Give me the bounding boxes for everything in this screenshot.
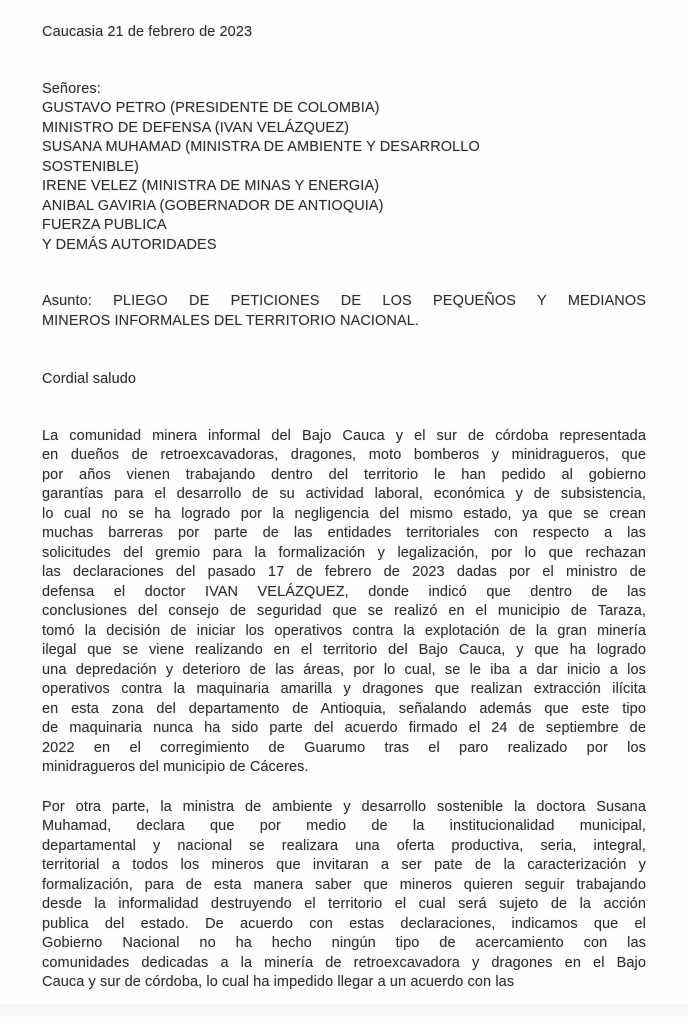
text-line: 2022 en el corregimiento de Guarumo tras el paro realizado por los bbox=[42, 739, 646, 756]
text-line: muchas barreras por parte de las entidades territoriales con respecto a las bbox=[42, 525, 646, 541]
text-line: defensa el doctor IVAN VELÁZQUEZ, donde indicó que dentro de las bbox=[42, 583, 646, 600]
text-line: Por otra parte, la ministra de ambiente y desarrollo sostenible la doctora Susana bbox=[42, 798, 646, 815]
text-line: tomó la decisión de iniciar los operativos contra la explotación de la gran minería bbox=[42, 622, 646, 639]
letter-date: Caucasia 21 de febrero de 2023 bbox=[42, 24, 253, 40]
text-line: GUSTAVO PETRO (PRESIDENTE DE COLOMBIA) bbox=[42, 100, 380, 116]
text-line: publica del estado. De acuerdo con estas declaraciones, indicamos que el bbox=[42, 915, 646, 932]
text-line: territorial a todos los mineros que invitaran a ser pate de la caracterización y bbox=[42, 857, 646, 873]
text-line: operativos contra la maquinaria amarilla y dragones que realizan extracción ilícita bbox=[42, 681, 646, 697]
text-line: ANIBAL GAVIRIA (GOBERNADOR DE ANTIOQUIA) bbox=[42, 197, 384, 214]
body-paragraph-1 bbox=[42, 427, 646, 778]
subject-block bbox=[42, 292, 646, 331]
text-line: por años vienen trabajando dentro del territorio le han pedido al gobierno bbox=[42, 466, 646, 483]
text-line: lo cual no se ha logrado por la negligencia del mismo estado, ya que se crean bbox=[42, 505, 646, 522]
salutation: Cordial saludo bbox=[42, 371, 137, 387]
text-line: ilegal que se viene realizando en el territorio del Bajo Cauca, y que ha logrado bbox=[42, 642, 646, 658]
text-line: Cauca y sur de córdoba, lo cual ha impedido llegar a un acuerdo con las bbox=[42, 974, 515, 990]
text-line: Gobierno Nacional no ha hecho ningún tipo de acercamiento con las bbox=[42, 935, 646, 951]
text-line: FUERZA PUBLICA bbox=[42, 217, 167, 233]
scan-artifact-band bbox=[0, 1004, 688, 1016]
text-line: Señores: bbox=[42, 80, 101, 97]
text-line: Y DEMÁS AUTORIDADES bbox=[42, 236, 217, 253]
text-line: IRENE VELEZ (MINISTRA DE MINAS Y ENERGIA) bbox=[42, 178, 380, 194]
text-line: La comunidad minera informal del Bajo Cauca y el sur de córdoba representada bbox=[42, 427, 646, 444]
recipients-block bbox=[42, 80, 646, 256]
text-line: en dueños de retroexcavadoras, dragones, moto bomberos y minidragueros, que bbox=[42, 447, 646, 463]
text-line: desde la informalidad destruyendo el territorio el cual será sujeto de la acción bbox=[42, 896, 646, 912]
text-line: comunidades dedicadas a la minería de retroexcavadora y dragones en el Bajo bbox=[42, 954, 646, 971]
text-line: solicitudes del gremio para la formalización y legalización, por lo que rechazan bbox=[42, 544, 646, 561]
body-paragraph-2 bbox=[42, 798, 646, 993]
text-line: SOSTENIBLE) bbox=[42, 158, 139, 175]
text-line: una depredación y deterioro de las áreas, por lo cual, se le iba a dar inicio a los bbox=[42, 661, 646, 678]
text-line: las declaraciones del pasado 17 de febrero de 2023 dadas por el ministro de bbox=[42, 564, 646, 580]
text-line: departamental y nacional se realizara una oferta productiva, seria, integral, bbox=[42, 837, 646, 854]
text-line: garantías para el desarrollo de su actividad laboral, económica y de subsistencia, bbox=[42, 486, 646, 502]
text-line: de maquinaria nunca ha sido parte del acuerdo firmado el 24 de septiembre de bbox=[42, 720, 646, 736]
text-line: Muhamad, declara que por medio de la institucionalidad municipal, bbox=[42, 818, 646, 834]
text-line: formalización, para de esta manera saber que mineros quieren seguir trabajando bbox=[42, 876, 646, 893]
text-line: SUSANA MUHAMAD (MINISTRA DE AMBIENTE Y DESARROLLO bbox=[42, 139, 480, 155]
text-line: MINEROS INFORMALES DEL TERRITORIO NACIONAL. bbox=[42, 312, 420, 329]
text-line: conclusiones del consejo de seguridad que se realizó en el municipio de Taraza, bbox=[42, 603, 646, 619]
text-line: MINISTRO DE DEFENSA (IVAN VELÁZQUEZ) bbox=[42, 119, 350, 136]
text-line: en esta zona del departamento de Antioquia, señalando además que este tipo bbox=[42, 700, 646, 717]
text-line: minidragueros del municipio de Cáceres. bbox=[42, 759, 309, 775]
text-line: Asunto: PLIEGO DE PETICIONES DE LOS PEQUEÑOS Y MEDIANOS bbox=[42, 293, 646, 309]
